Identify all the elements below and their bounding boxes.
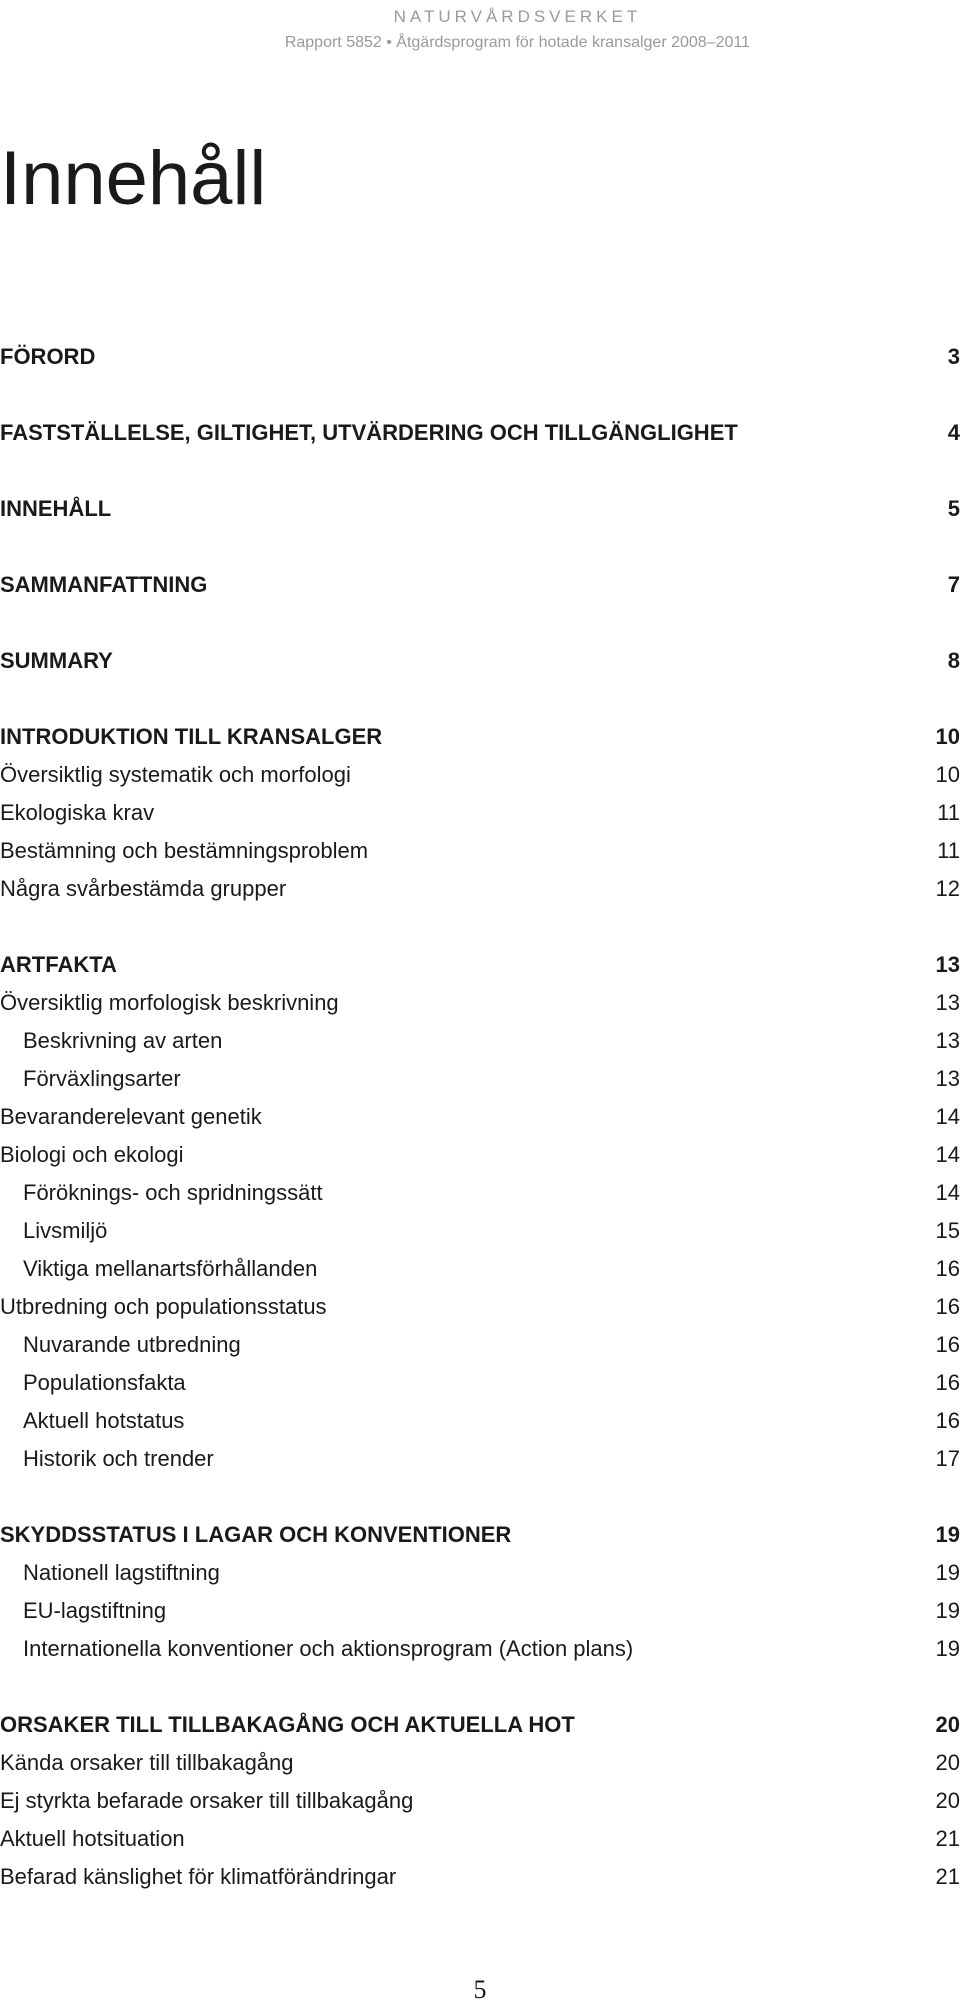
- page-title: Innehåll: [0, 136, 267, 221]
- toc-entry-page: 5: [947, 496, 960, 521]
- toc-entry: [0, 1406, 960, 1436]
- toc-entry: [0, 1102, 960, 1132]
- toc-entry-label: Bestämning och bestämningsproblem: [0, 838, 369, 863]
- toc-entry: [0, 1558, 960, 1588]
- toc-entry-page: 11: [937, 800, 960, 825]
- toc-entry-page: 19: [935, 1560, 960, 1585]
- toc-entry-page: 11: [937, 838, 960, 863]
- toc-entry: [0, 836, 960, 866]
- toc-entry: [0, 874, 960, 904]
- page-number: 5: [473, 1975, 487, 2004]
- toc-entry-page: 3: [947, 344, 960, 369]
- toc-entry: [0, 1178, 960, 1208]
- toc-entry: [0, 1254, 960, 1284]
- toc-entry-page: 13: [935, 990, 960, 1015]
- toc-entry: [0, 950, 960, 980]
- toc-entry-page: 10: [935, 762, 960, 787]
- toc-entry-page: 13: [935, 1028, 960, 1053]
- toc-entry-page: 14: [935, 1142, 960, 1167]
- header-org: NATURVÅRDSVERKET: [393, 7, 642, 26]
- toc-entry-label: Förväxlingsarter: [23, 1066, 181, 1091]
- toc-entry-page: 16: [935, 1294, 960, 1319]
- toc-entry-label: Kända orsaker till tillbakagång: [0, 1750, 294, 1775]
- toc-entry-label: Ekologiska krav: [0, 800, 155, 825]
- toc-entry: [0, 646, 960, 676]
- toc-entry-label: SUMMARY: [0, 648, 113, 673]
- toc-entry: [0, 1748, 960, 1778]
- toc-entry-label: INTRODUKTION TILL KRANSALGER: [0, 724, 383, 749]
- toc-entry: [0, 494, 960, 524]
- toc-entry-page: 14: [935, 1104, 960, 1129]
- toc-entry-page: 8: [947, 648, 960, 673]
- toc-entry-page: 13: [935, 952, 960, 977]
- toc-entry-label: ORSAKER TILL TILLBAKAGÅNG OCH AKTUELLA HOT: [0, 1712, 575, 1737]
- toc-entry-page: 10: [935, 724, 960, 749]
- toc-entry: [0, 1444, 960, 1474]
- toc-entry-label: Viktiga mellanartsförhållanden: [23, 1256, 318, 1281]
- toc-entry-label: Biologi och ekologi: [0, 1142, 184, 1167]
- toc-entry: [0, 1596, 960, 1626]
- toc-entry-label: Utbredning och populationsstatus: [0, 1294, 327, 1319]
- toc-entry: [0, 798, 960, 828]
- toc-entry-label: Nationell lagstiftning: [23, 1560, 220, 1585]
- toc-entry-page: 17: [935, 1446, 960, 1471]
- toc-entry-label: Internationella konventioner och aktionsprogram (Action plans): [23, 1636, 634, 1661]
- toc-entry-page: 16: [935, 1332, 960, 1357]
- toc-entry-label: Översiktlig morfologisk beskrivning: [0, 990, 339, 1015]
- toc-entry-label: Livsmiljö: [23, 1218, 108, 1243]
- toc-entry-label: Populationsfakta: [23, 1370, 186, 1395]
- toc-entry-page: 7: [947, 572, 960, 597]
- toc-entry-page: 4: [947, 420, 960, 445]
- toc-entry-page: 16: [935, 1256, 960, 1281]
- toc-entry-page: 19: [935, 1636, 960, 1661]
- toc-entry-label: Bevaranderelevant genetik: [0, 1104, 262, 1129]
- toc-entry-page: 16: [935, 1370, 960, 1395]
- toc-entry-label: INNEHÅLL: [0, 496, 112, 521]
- toc-entry-label: Befarad känslighet för klimatförändringar: [0, 1864, 397, 1889]
- toc-entry: [0, 1786, 960, 1816]
- toc-entry: [0, 342, 960, 372]
- toc-entry: [0, 1330, 960, 1360]
- toc-entry-label: EU-lagstiftning: [23, 1598, 167, 1623]
- toc-entry-label: ARTFAKTA: [0, 952, 117, 977]
- toc-entry-label: Historik och trender: [23, 1446, 214, 1471]
- toc-entry: [0, 1824, 960, 1854]
- toc-entry-label: SKYDDSSTATUS I LAGAR OCH KONVENTIONER: [0, 1522, 512, 1547]
- toc-entry: [0, 1064, 960, 1094]
- toc-entry-label: FASTSTÄLLELSE, GILTIGHET, UTVÄRDERING OCH TILLGÄNGLIGHET: [0, 420, 738, 445]
- toc-entry-page: 12: [935, 876, 960, 901]
- header-subtitle: Rapport 5852 • Åtgärdsprogram för hotade kransalger 2008–2011: [284, 34, 750, 51]
- toc-entry-label: Aktuell hotsituation: [0, 1826, 185, 1851]
- toc-entry-label: FÖRORD: [0, 344, 96, 369]
- toc-entry-label: Beskrivning av arten: [23, 1028, 223, 1053]
- toc-entry: [0, 1292, 960, 1322]
- toc-entry-label: Aktuell hotstatus: [23, 1408, 185, 1433]
- toc-entry-label: Några svårbestämda grupper: [0, 876, 287, 901]
- toc-entry-label: Ej styrkta befarade orsaker till tillbakagång: [0, 1788, 414, 1813]
- toc-entry: [0, 1216, 960, 1246]
- toc-entry-page: 21: [935, 1826, 960, 1851]
- toc-entry-page: 21: [935, 1864, 960, 1889]
- toc-entry: [0, 1520, 960, 1550]
- toc-entry: [0, 1634, 960, 1664]
- toc-entry-page: 19: [935, 1522, 960, 1547]
- toc-entry: [0, 1026, 960, 1056]
- toc-entry-page: 20: [935, 1750, 960, 1775]
- toc-entry-page: 14: [935, 1180, 960, 1205]
- toc-entry: [0, 1368, 960, 1398]
- toc-entry: [0, 1862, 960, 1892]
- toc-entry-page: 20: [935, 1712, 960, 1737]
- toc-entry-label: Översiktlig systematik och morfologi: [0, 762, 351, 787]
- toc-entry-page: 16: [935, 1408, 960, 1433]
- toc-entry: [0, 988, 960, 1018]
- toc-entry: [0, 1710, 960, 1740]
- toc-entry-label: SAMMANFATTNING: [0, 572, 208, 597]
- toc-entry: [0, 760, 960, 790]
- toc-entry-label: Nuvarande utbredning: [23, 1332, 241, 1357]
- toc-entry-page: 13: [935, 1066, 960, 1091]
- running-header: [285, 6, 750, 54]
- toc-entry-page: 19: [935, 1598, 960, 1623]
- toc-entry-page: 15: [935, 1218, 960, 1243]
- toc-entry: [0, 1140, 960, 1170]
- toc-entry-page: 20: [935, 1788, 960, 1813]
- toc-entry-label: Föröknings- och spridningssätt: [23, 1180, 323, 1205]
- toc-entry: [0, 722, 960, 752]
- toc-entry: [0, 570, 960, 600]
- toc-entry: [0, 418, 960, 448]
